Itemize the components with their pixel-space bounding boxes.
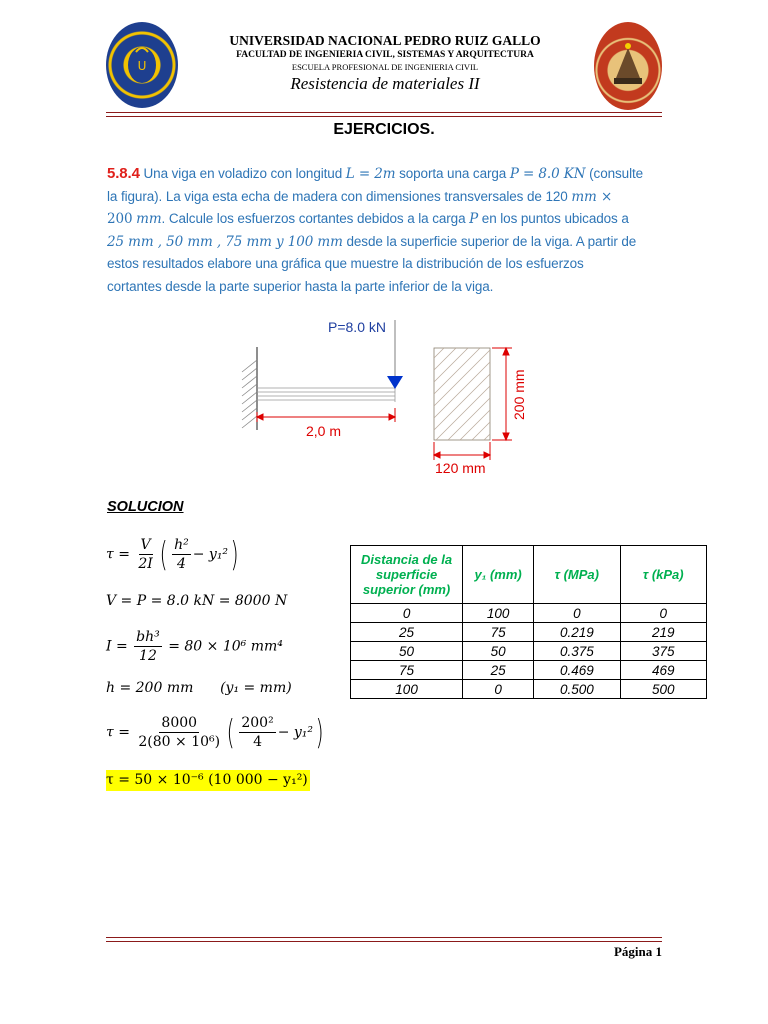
unit-text: mm <box>136 211 162 227</box>
table-header: τ (MPa) <box>534 546 620 604</box>
eq-den: 2I <box>138 556 153 572</box>
header-rule-2 <box>106 116 662 117</box>
table-row <box>351 623 707 642</box>
table-header: Distancia de la superficie superior (mm) <box>351 546 463 604</box>
table-cell: 25 <box>351 623 463 642</box>
section-title: EJERCICIOS. <box>333 121 435 138</box>
problem-statement <box>107 163 672 298</box>
table-cell: 0 <box>351 604 463 623</box>
equation-inertia <box>106 628 283 665</box>
load-arrow-icon <box>387 320 403 389</box>
eq-tail: − y₁² <box>277 724 314 741</box>
university-name: UNIVERSIDAD NACIONAL PEDRO RUIZ GALLO <box>229 33 541 48</box>
problem-line-6: cortantes desde la parte superior hasta la parte inferior de la viga. <box>107 278 494 294</box>
problem-text: soporta una carga <box>395 166 510 181</box>
equation-height: h = 200 mm (y₁ = mm) <box>106 680 292 696</box>
load-symbol: P <box>469 211 479 227</box>
table-row <box>351 642 707 661</box>
equation-final-highlighted: τ = 50 × 10⁻⁶ (10 000 − y₁²) <box>106 770 310 791</box>
table-header: τ (kPa) <box>620 546 706 604</box>
eq-num: 8000 <box>161 715 198 731</box>
problem-line-2 <box>107 186 672 209</box>
table-cell: 375 <box>620 642 706 661</box>
equation-shear-force: V = P = 8.0 kN = 8000 N <box>106 593 288 609</box>
table-cell: 0.375 <box>534 642 620 661</box>
problem-line-1 <box>107 163 672 186</box>
problem-text: Una viga en voladizo con longitud <box>139 166 346 181</box>
height-dimension <box>492 348 512 440</box>
load-label: P=8.0 kN <box>328 319 386 335</box>
length-label: 2,0 m <box>306 423 342 439</box>
cross-section <box>434 348 490 440</box>
eq-den: 4 <box>176 556 186 572</box>
solution-heading: SOLUCION <box>107 499 184 515</box>
table-row <box>351 661 707 680</box>
eq-rhs: = 80 × 10⁶ mm⁴ <box>168 638 283 655</box>
table-cell: 50 <box>351 642 463 661</box>
course-title: Resistencia de materiales II <box>290 74 480 93</box>
problem-line-4 <box>107 231 672 254</box>
eq-lhs: τ = <box>106 546 130 563</box>
faculty-name: FACULTAD DE INGENIERIA CIVIL, SISTEMAS Y ARQUITECTURA <box>236 50 534 60</box>
table-row <box>351 604 707 623</box>
eq-tail: − y₁² <box>192 546 229 563</box>
svg-text:U: U <box>137 59 147 73</box>
problem-text: la figura). La viga esta echa de madera con dimensiones transversales de 120 <box>107 188 568 204</box>
eq-num: h² <box>174 537 189 553</box>
eq-num: V <box>140 537 151 553</box>
problem-text: (consulte <box>585 166 644 181</box>
table-cell: 75 <box>351 661 463 680</box>
table-cell: 0 <box>463 680 534 699</box>
university-seal-icon <box>106 22 178 108</box>
load-value: P = 8.0 KN <box>509 166 586 182</box>
eq-lhs: I = <box>106 638 128 655</box>
footer-rule-2 <box>106 941 662 942</box>
table-cell: 469 <box>620 661 706 680</box>
width-label: 120 mm <box>435 460 486 476</box>
table-cell: 500 <box>620 680 706 699</box>
eq-den: 4 <box>253 734 262 750</box>
problem-text: . Calcule los esfuerzos cortantes debidos a la carga <box>161 211 466 226</box>
table-header: y₁ (mm) <box>463 546 534 604</box>
length-value: L = 2m <box>345 166 396 182</box>
length-dimension <box>257 408 395 422</box>
table-row <box>351 680 707 699</box>
eq-lhs: τ = <box>106 724 130 741</box>
table-header-row <box>351 546 707 604</box>
width-dimension <box>434 442 490 460</box>
table-cell: 0.500 <box>534 680 620 699</box>
page-number: Página 1 <box>613 944 662 959</box>
table-cell: 0 <box>534 604 620 623</box>
unit-text: mm × <box>571 188 613 205</box>
table-cell: 0 <box>620 604 706 623</box>
table-cell: 100 <box>351 680 463 699</box>
problem-line-5: estos resultados elabore una gráfica que muestre la distribución de los esfuerzos <box>107 256 584 271</box>
table-cell: 50 <box>463 642 534 661</box>
beam-figure <box>230 310 540 480</box>
results-table <box>350 545 707 699</box>
equation-substituted: τ = $\frac{8000}{\text{2(80 × 10⁶)}}$ ( $\frac{\text{200²}}{4}$ − y₁²) <box>106 712 324 753</box>
table-cell: 219 <box>620 623 706 642</box>
table-cell: 25 <box>463 661 534 680</box>
faculty-seal-icon <box>594 22 662 110</box>
footer-rule <box>106 937 662 938</box>
dimension-value: 200 <box>107 211 133 227</box>
table-cell: 0.219 <box>534 623 620 642</box>
distance-values: 25 mm , 50 mm , 75 mm y 100 mm <box>107 233 343 250</box>
eq-num: bh³ <box>136 629 160 645</box>
equation-shear-formula: τ = $\frac{V}{2I}$ ( $\frac{\text{h²}}{4}$ − y₁²) <box>106 534 239 575</box>
cantilever-beam <box>257 386 395 402</box>
problem-text: desde la superficie superior de la viga. A partir de <box>342 233 637 249</box>
table-cell: 100 <box>463 604 534 623</box>
eq-num: 200² <box>241 715 274 731</box>
eq-den: 12 <box>139 648 157 664</box>
problem-line-3 <box>107 208 672 231</box>
table-cell: 75 <box>463 623 534 642</box>
school-name: ESCUELA PROFESIONAL DE INGENIERIA CIVIL <box>291 62 479 72</box>
table-cell: 0.469 <box>534 661 620 680</box>
fixed-support <box>242 347 257 430</box>
problem-text: en los puntos ubicados a <box>478 211 629 226</box>
height-label: 200 mm <box>511 369 527 420</box>
eq-den: 2(80 × 10⁶) <box>138 734 221 750</box>
header-rule <box>106 112 662 113</box>
problem-number: 5.8.4 <box>107 165 140 182</box>
